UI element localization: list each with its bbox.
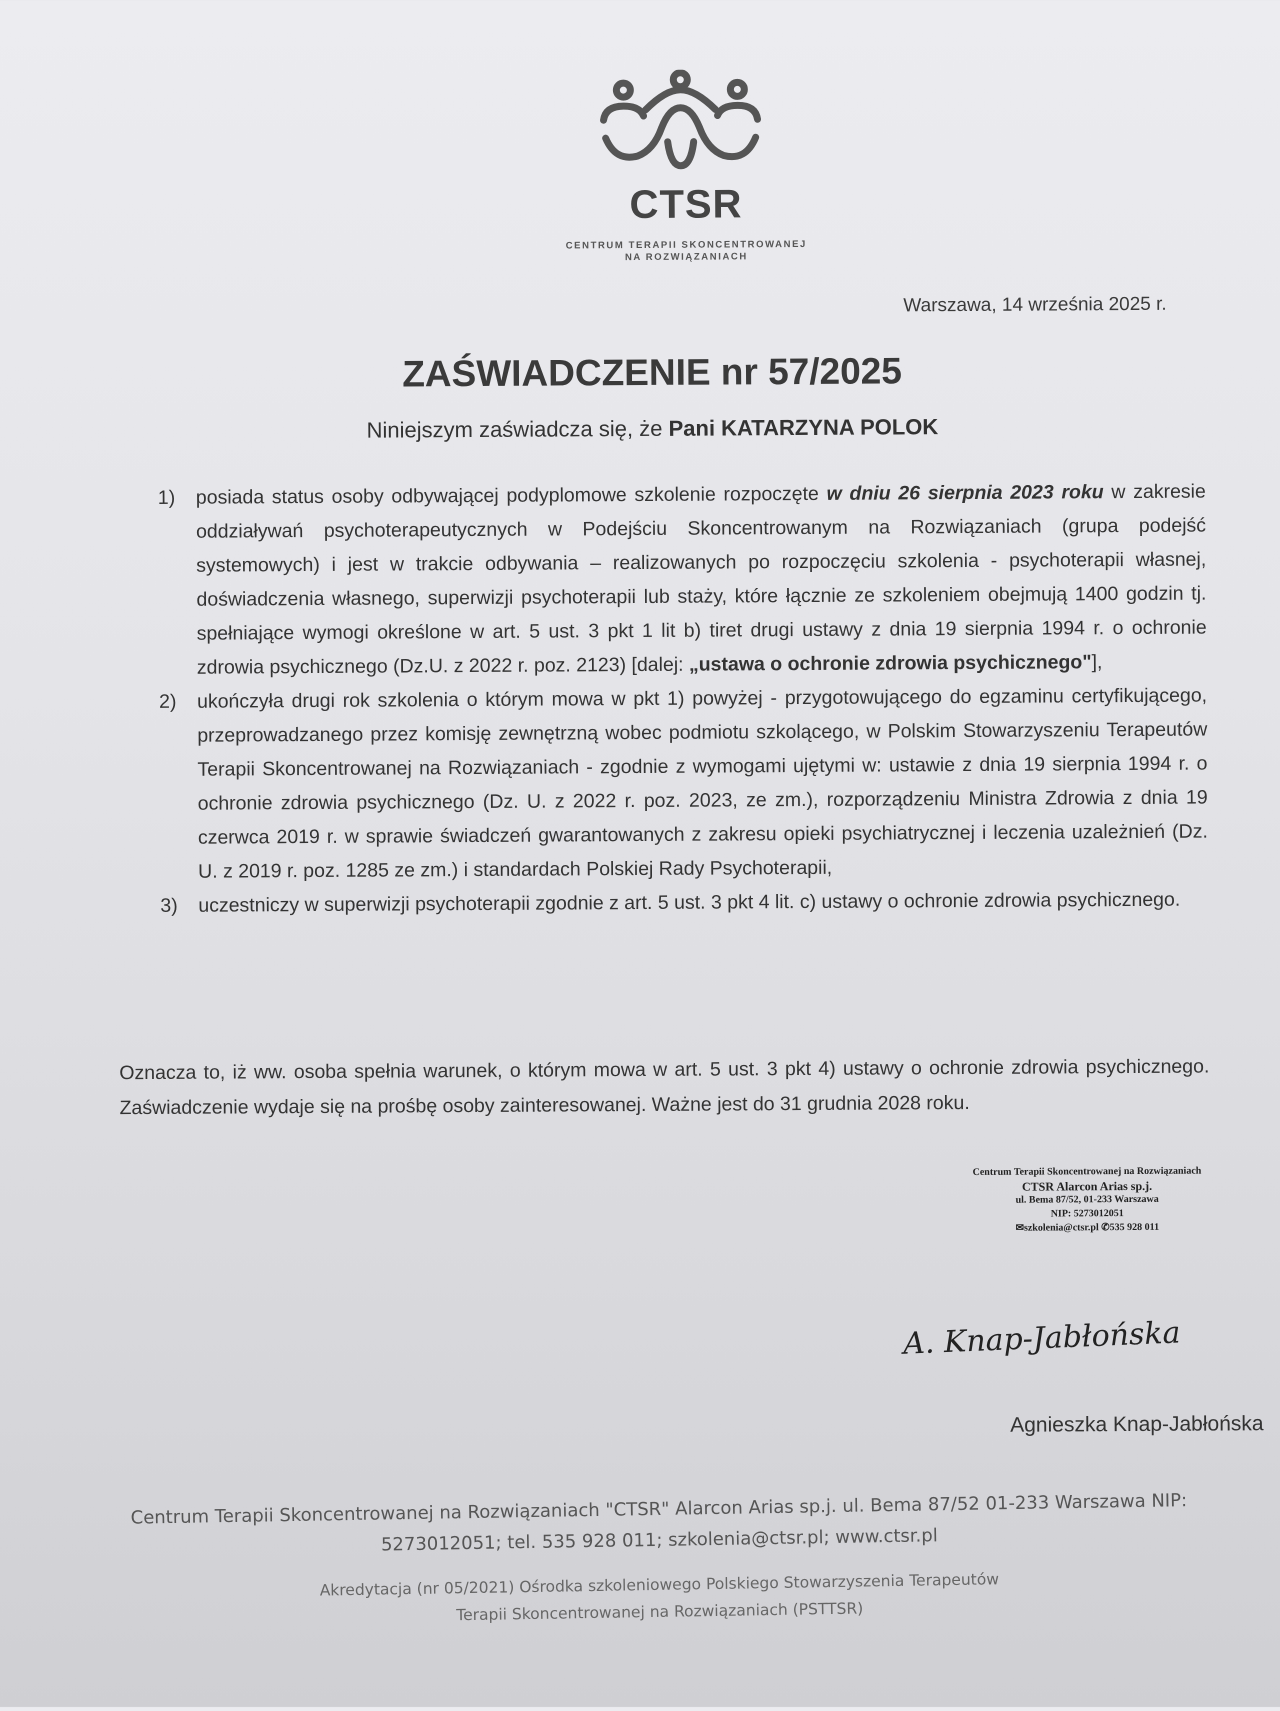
stamp-phone: 535 928 011 <box>1109 1221 1160 1234</box>
recipient-name: Pani KATARZYNA POLOK <box>668 414 939 441</box>
text-fragment: posiada status osoby odbywającej podyplomowe szkolenie rozpoczęte <box>195 482 827 509</box>
footer-line: Terapii Skoncentrowanej na Rozwiązaniach (PSTTSR) <box>456 1599 864 1625</box>
act-shortname: „ustawa o ochronie zdrowia psychicznego" <box>688 651 1092 676</box>
envelope-icon: ✉ <box>1015 1222 1024 1234</box>
list-text: uczestniczy w superwizji psychoterapii zgodnie z art. 5 ust. 3 pkt 4 lit. c) ustawy o ochronie zdrowia psychicznego. <box>198 888 1181 917</box>
list-number: 3) <box>160 894 178 917</box>
stamp-contact <box>962 1221 1212 1237</box>
phone-icon: ✆ <box>1101 1222 1110 1234</box>
intro-line <box>0 412 1280 446</box>
stamp-line: ul. Bema 87/52, 01-233 Warszawa <box>1015 1193 1159 1206</box>
footer-line: 5273012051; tel. 535 928 011; szkolenia@ctsr.pl; www.ctsr.pl <box>380 1525 938 1556</box>
footer-address <box>94 1485 1225 1566</box>
list-number: 1) <box>157 486 176 509</box>
company-stamp <box>962 1165 1212 1237</box>
stamp-line: NIP: 5273012051 <box>1050 1208 1124 1220</box>
document-date: Warszawa, 14 września 2025 r. <box>903 293 1167 317</box>
certificate-points <box>158 475 1209 923</box>
closing-paragraph: Oznacza to, iż ww. osoba spełnia warunek, o którym mowa w art. 5 ust. 3 pkt 4) ustawy o ochronie zdrowia psychicznego. Zaświadczenie wydaje się na prośbę osoby zainteresowanej. Ważne jest do 31 grudnia 2028 roku. <box>119 1055 1210 1120</box>
logo-icon <box>595 69 766 180</box>
stamp-line: CTSR Alarcon Arias sp.j. <box>1021 1178 1153 1194</box>
list-text: ukończyła drugi rok szkolenia o którym mowa w pkt 1) powyżej - przygotowującego do egzaminu certyfikującego, przeprowadzanego przez komisję zewnętrzną wobec podmiotu szkolącego, w Polskim Stowarzyszeniu Terapeutów Terapii Skoncentrowanej na Rozwiązaniach - zgodnie z wymogami ujętymi w: ustawie z dnia 19 sierpnia 1994 r. o ochronie zdrowia psychicznego (Dz. U. z 2022 r. poz. 2023, ze zm.), rozporządzeniu Ministra Zdrowia z dnia 19 czerwca 2019 r. w sprawie świadczeń gwarantowanych z zakresu opieki psychiatrycznej i leczenia uzależnień (Dz. U. z 2019 r. poz. 1285 ze zm.) i standardach Polskiej Rady Psychoterapii, <box>197 684 1208 883</box>
list-item <box>160 883 1208 923</box>
logo-name: CTSR <box>629 182 743 228</box>
logo-subtitle <box>486 238 886 264</box>
stamp-email: szkolenia@ctsr.pl <box>1023 1222 1099 1234</box>
footer-line: Centrum Terapii Skoncentrowanej na Rozwiązaniach "CTSR" Alarcon Arias sp.j. ul. Bema 87/52 01-233 Warszawa NIP: <box>130 1490 1188 1529</box>
list-text <box>196 475 1207 685</box>
handwritten-signature <box>898 1304 1218 1366</box>
intro-text: Niniejszym zaświadcza się, że <box>366 415 669 443</box>
list-number: 2) <box>159 690 177 713</box>
list-item <box>159 679 1208 889</box>
logo-subtitle-line: CENTRUM TERAPII SKONCENTROWANEJ <box>565 238 807 252</box>
signer-name: Agnieszka Knap-Jabłońska <box>1010 1412 1264 1437</box>
logo-subtitle-line: NA ROZWIĄZANIACH <box>624 251 748 264</box>
start-date: w dniu 26 sierpnia 2023 roku <box>826 481 1104 505</box>
footer-accreditation <box>94 1563 1225 1636</box>
document-title: ZAŚWIADCZENIE nr 57/2025 <box>402 350 903 395</box>
stamp-line: Centrum Terapii Skoncentrowanej na Rozwiązaniach <box>972 1165 1202 1178</box>
text-fragment: w zakresie oddziaływań psychoterapeutycznych w Podejściu Skoncentrowanym na Rozwiązaniach (grupa podejść systemowych) i jest w trakcie odbywania – realizowanych po rozpoczęciu szkolenia - psychoterapii własnej, doświadczenia własnego, superwizji psychoterapii lub staży, które łącznie ze szkoleniem obejmują 1400 godzin tj. spełniające wymogi określone w art. 5 ust. 3 pkt 1 lit b) tiret drugi ustawy z dnia 19 sierpnia 1994 r. o ochronie zdrowia psychicznego (Dz.U. z 2022 r. poz. 2123) [dalej: <box>195 480 1207 679</box>
text-fragment: ], <box>1091 651 1103 674</box>
list-item <box>158 475 1207 685</box>
signature-text: A. Knap-Jabłońska <box>902 1315 1182 1362</box>
footer-line: Akredytacja (nr 05/2021) Ośrodka szkoleniowego Polskiego Stowarzyszenia Terapeutów <box>319 1570 1000 1600</box>
